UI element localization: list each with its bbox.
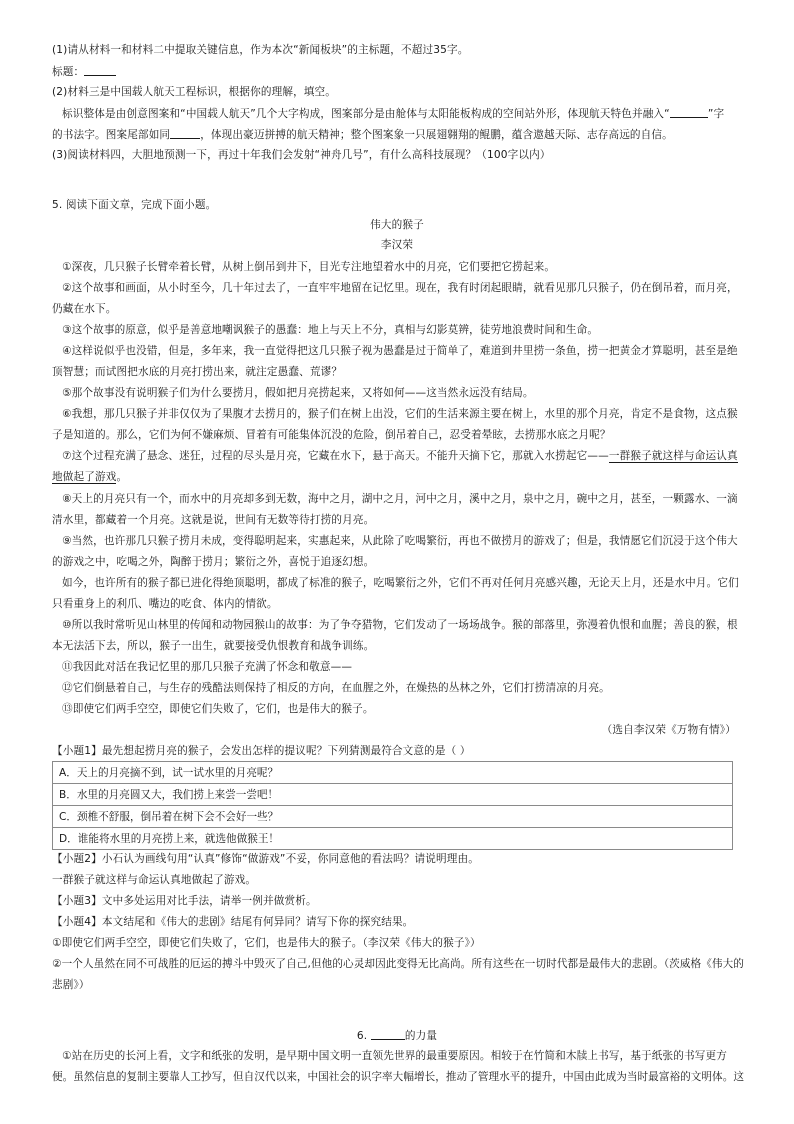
- q6-paragraph-1-line-1: ①站在历史的长河上看，文字和纸张的发明，是早期中国文明一直领先世界的最重要原因。相较于在竹简和木牍上书写，基于纸张的书写更方: [62, 1050, 728, 1062]
- options-table: [52, 761, 733, 850]
- sub-question-3: 【小题3】文中多处运用对比手法，请举一例并做赏析。: [52, 895, 317, 907]
- sub-question-1: 【小题1】最先想起捞月亮的猴子，会发出怎样的提议呢？下列猜测最符合文意的是（ ）: [52, 745, 471, 757]
- question-2-text: (2)材料三是中国载人航天工程标识，根据你的理解，填空。: [52, 86, 337, 98]
- option-d[interactable]: D．谁能将水里的月亮捞上来，就选他做猴王！: [53, 828, 733, 850]
- shape-blank[interactable]: [170, 127, 200, 139]
- sub-question-4: 【小题4】本文结尾和《伟大的悲剧》结尾有何异同？请写下你的探究结果。: [52, 916, 414, 928]
- paragraph-2-line-2: 仍藏在水下。: [52, 303, 117, 315]
- paragraph-14: ⑬即使它们两手空空，即使它们失败了，它们，也是伟大的猴子。: [62, 703, 374, 715]
- paragraph-7-line-1: [62, 449, 738, 463]
- sub-question-2: 【小题2】小石认为画线句用“认真”修饰“做游戏”不妥，你同意他的看法吗？请说明理由。: [52, 853, 479, 865]
- paragraph-6-line-2: 子是知道的。那么，它们为何不嫌麻烦、冒着有可能集体沉没的危险，倒吊着自己，忍受着晕眩，去捞那水底之月呢？: [52, 429, 611, 441]
- underlined-sentence-part-2: 地做起了游戏: [52, 471, 117, 483]
- paragraph-4-line-1: ④这样说似乎也没错，但是，多年来，我一直觉得把这几只猴子视为愚蠢是过于简单了，难道到井里捞一条鱼，捞一把黄金才算聪明，甚至是绝: [62, 345, 738, 357]
- paragraph-8-line-2: 清水里，都藏着一个月亮。这就是说，世间有无数等待打捞的月亮。: [52, 514, 375, 526]
- option-c[interactable]: C．颈椎不舒服，倒吊着在树下会不会好一些？: [53, 806, 733, 828]
- q6-title-blank[interactable]: [371, 1028, 405, 1040]
- option-row[interactable]: [53, 806, 733, 828]
- option-row[interactable]: [53, 828, 733, 850]
- paragraph-7-line-2: [52, 470, 127, 484]
- q2-line2-part-b: ，体现出豪迈拼搏的航天精神；整个图案象一只展翅翱翔的鲲鹏，蕴含遨越天际、志存高远的自信。: [200, 129, 673, 141]
- paragraph-10-line-2: 只看重身上的利爪、嘴边的吃食、体内的情欲。: [52, 598, 278, 610]
- title-label: 标题：: [52, 66, 85, 78]
- paragraph-8-line-1: ⑧天上的月亮只有一个，而水中的月亮却多到无数，海中之月，湖中之月，河中之月，溪中之月，泉中之月，碗中之月，甚至，一颗露水、一滴: [62, 493, 738, 505]
- sub-question-4-item-1: ①即使它们两手空空，即使它们失败了，它们，也是伟大的猴子。（李汉荣《伟大的猴子》）: [52, 937, 481, 949]
- question-1-text: (1)请从材料一和材料二中提取关键信息，作为本次“新闻板块”的主标题，不超过35字。: [52, 44, 469, 56]
- question-3-text: (3)阅读材料四，大胆地预测一下，再过十年我们会发射“神舟几号”，有什么高科技展现？（100字以内）: [52, 149, 551, 161]
- paragraph-10-line-1: 如今，也许所有的猴子都已进化得绝顶聪明，都成了标准的猴子，吃喝繁衍之外，它们不再对任何月亮感兴趣，无论天上月，还是水中月。它们: [62, 577, 739, 589]
- q6-number: 6.: [356, 1030, 371, 1042]
- paragraph-4-line-2: 顶智慧；而试图把水底的月亮打捞出来，就注定愚蠢、荒谬？: [52, 366, 343, 378]
- q6-title-suffix: 的力量: [404, 1030, 438, 1042]
- sub-question-4-item-2-line-1: ②一个人虽然在同不可战胜的厄运的搏斗中毁灭了自己,但他的心灵却因此变得无比高尚。所有这些在一切时代都是最伟大的悲剧。（茨威格《伟大的: [52, 958, 744, 970]
- q5-instruction: 5. 阅读下面文章，完成下面小题。: [52, 199, 217, 211]
- paragraph-12: ⑪我因此对活在我记忆里的那几只猴子充满了怀念和敬意——: [62, 661, 353, 673]
- character-blank[interactable]: [670, 106, 708, 118]
- title-blank[interactable]: [84, 64, 116, 76]
- q2-line2-part-a: 的书法字。图案尾部如同: [52, 129, 171, 141]
- paragraph-2-line-1: ②这个故事和画面，从小时至今，几十年过去了，一直牢牢地留在记忆里。现在，我有时闭起眼睛，就看见那几只猴子，仍在倒吊着，而月亮，: [62, 282, 738, 294]
- q6-title: [0, 1028, 794, 1043]
- option-row[interactable]: [53, 762, 733, 784]
- paragraph-13: ⑫它们倒悬着自己，与生存的残酷法则保持了相反的方向，在血腥之外，在燥热的丛林之外，它们打捞清凉的月亮。: [62, 682, 610, 694]
- title-label-line: [52, 64, 116, 79]
- paragraph-5: ⑤那个故事没有说明猴子们为什么要捞月，假如把月亮捞起来，又将如何——这当然永远没有结局。: [62, 387, 534, 399]
- paragraph-7-end: 。: [116, 471, 128, 483]
- q6-paragraph-1-line-2: 便。虽然信息的复制主要靠人工抄写，但自汉代以来，中国社会的识字率大幅增长，推动了管理水平的提升，中国由此成为当时最富裕的文明体。这: [52, 1071, 744, 1083]
- option-b[interactable]: B．水里的月亮圆又大，我们捞上来尝一尝吧！: [53, 784, 733, 806]
- question-2-line-2: [52, 127, 673, 142]
- article-source: （选自李汉荣《万物有情》）: [601, 724, 736, 736]
- option-row[interactable]: [53, 784, 733, 806]
- paragraph-1: ①深夜，几只猴子长臂牵着长臂，从树上倒吊到井下，目光专注地望着水中的月亮，它们要把它捞起来。: [62, 261, 556, 273]
- paragraph-7-text: ⑦这个过程充满了悬念、迷狂，过程的尽头是月亮，它藏在水下，悬于高天。不能升天摘下它，那就入水捞起它——: [62, 450, 609, 462]
- q2-line1-part-a: 标识整体是由创意图案和“中国载人航天”几个大字构成，图案部分是由舱体与太阳能板构成的空间站外形，体现航天特色并融入“: [62, 108, 670, 120]
- q2-line1-part-b: ”字: [707, 108, 725, 120]
- paragraph-11-line-2: 本无法活下去，所以，猴子一出生，就要接受仇恨教育和战争训练。: [52, 640, 375, 652]
- article-title: 伟大的猴子: [370, 219, 424, 231]
- paragraph-9-line-1: ⑨当然，也许那几只猴子捞月未成，变得聪明起来，实惠起来，从此除了吃喝繁衍，再也不做捞月的游戏了；但是，我情愿它们沉浸于这个伟大: [62, 535, 738, 547]
- question-2-line-1: [62, 106, 724, 121]
- underlined-sentence-part-1: 一群猴子就这样与命运认真: [608, 450, 738, 462]
- paragraph-9-line-2: 的游戏之中，吃喝之外，陶醉于捞月；繁衍之外，喜悦于追逐幻想。: [52, 556, 375, 568]
- option-a[interactable]: A．天上的月亮摘不到，试一试水里的月亮呢？: [53, 762, 733, 784]
- sub-question-2-quote: 一群猴子就这样与命运认真地做起了游戏。: [52, 874, 257, 886]
- paragraph-3: ③这个故事的原意，似乎是善意地嘲讽猴子的愚蠢：地上与天上不分，真相与幻影莫辨，徒劳地浪费时间和生命。: [62, 324, 599, 336]
- paragraph-6-line-1: ⑥我想，那几只猴子并非仅仅为了果腹才去捞月的，猴子们在树上出没，它们的生活来源主要在树上，水里的那个月亮，肯定不是食物，这点猴: [62, 408, 738, 420]
- article-author: 李汉荣: [380, 239, 414, 251]
- sub-question-4-item-2-line-2: 悲剧》）: [52, 979, 90, 991]
- paragraph-11-line-1: ⑩所以我时常听见山林里的传闻和动物园猴山的故事：为了争夺猎物，它们发动了一场场战争。猴的部落里，弥漫着仇恨和血腥；善良的猴，根: [62, 619, 738, 631]
